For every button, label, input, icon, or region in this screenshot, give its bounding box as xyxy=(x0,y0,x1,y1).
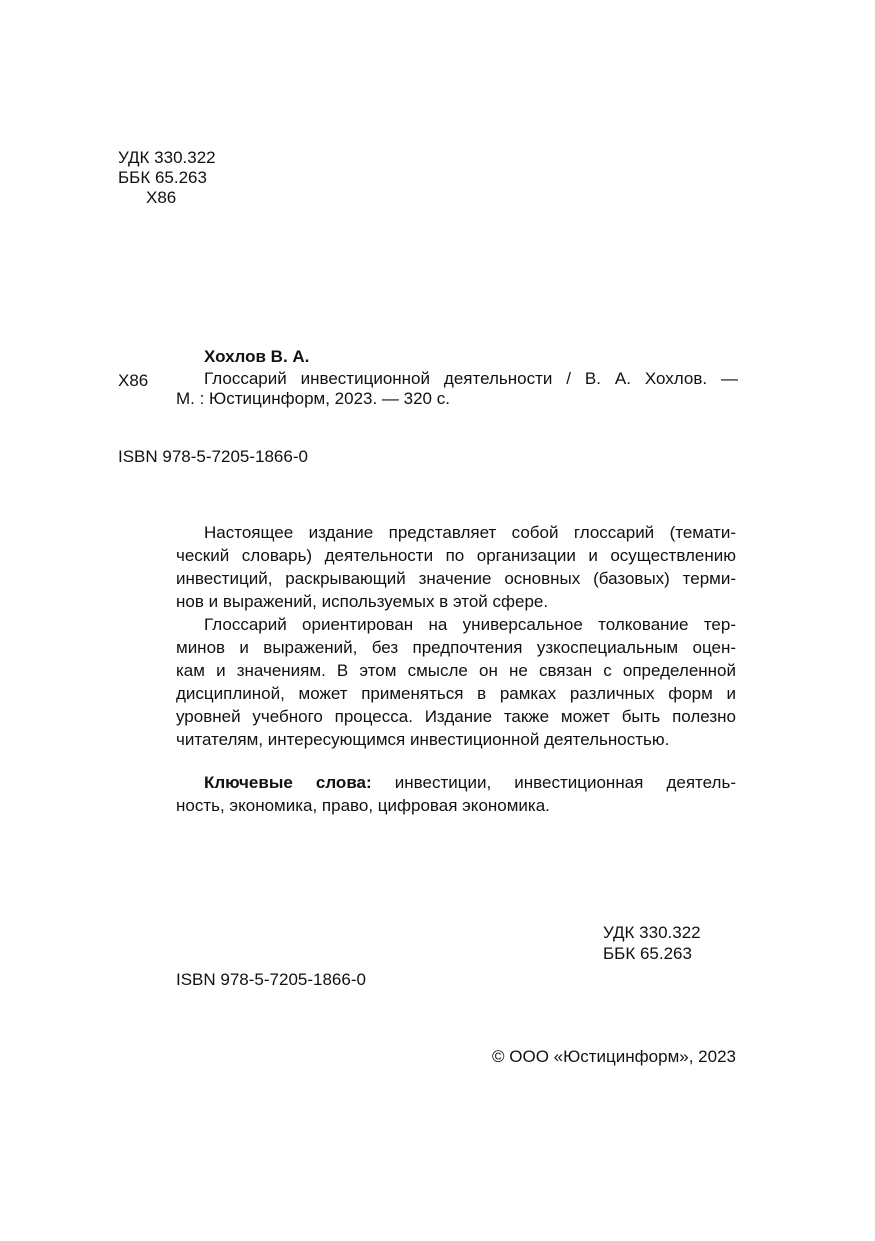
bbk-code-bottom: ББК 65.263 xyxy=(603,944,692,963)
annotation-p1-line-3: инвестиций, раскрывающий значение основных (базовых) терми- xyxy=(176,569,736,588)
annotation-p2-line-2: минов и выражений, без предпочтения узкоспециальным оцен- xyxy=(176,638,736,657)
bbk-code: ББК 65.263 xyxy=(118,168,207,187)
annotation-p1-line-1: Настоящее издание представляет собой глоссарий (темати- xyxy=(204,523,736,542)
keywords-text-1: инвестиции, инвестиционная деятель- xyxy=(394,773,736,792)
udk-code-bottom: УДК 330.322 xyxy=(603,923,701,942)
isbn-bottom: ISBN 978-5-7205-1866-0 xyxy=(176,970,366,989)
bottom-classification-codes xyxy=(603,922,701,964)
annotation xyxy=(176,521,736,751)
bib-author: Хохлов В. А. xyxy=(204,347,310,366)
copyright: © ООО «Юстицинформ», 2023 xyxy=(492,1047,736,1066)
top-classification-codes xyxy=(118,148,216,208)
keywords xyxy=(176,771,736,817)
annotation-p2-line-1: Глоссарий ориентирован на универсальное толкование тер- xyxy=(204,615,736,634)
bib-author-mark: Х86 xyxy=(118,371,149,390)
bib-title-line: Глоссарий инвестиционной деятельности / В. А. Хохлов. — xyxy=(204,369,738,388)
keywords-label: Ключевые слова: xyxy=(204,773,372,792)
isbn-top: ISBN 978-5-7205-1866-0 xyxy=(118,447,308,466)
annotation-p2-line-5: уровней учебного процесса. Издание также может быть полезно xyxy=(176,707,736,726)
annotation-p2-line-3: кам и значениям. В этом смысле он не связан с определенной xyxy=(176,661,736,680)
keywords-line-2: ность, экономика, право, цифровая экономика. xyxy=(176,796,550,815)
annotation-p2-line-6: читателям, интересующимся инвестиционной деятельностью. xyxy=(176,730,670,749)
author-mark: Х86 xyxy=(146,188,177,207)
annotation-p1-line-4: нов и выражений, используемых в этой сфере. xyxy=(176,592,549,611)
udk-code: УДК 330.322 xyxy=(118,148,216,167)
annotation-p1-line-2: ческий словарь) деятельности по организации и осуществлению xyxy=(176,546,736,565)
bib-imprint-line: М. : Юстицинформ, 2023. — 320 с. xyxy=(176,389,450,408)
keywords-line-1 xyxy=(176,771,736,794)
annotation-p2-line-4: дисциплиной, может применяться в рамках различных форм и xyxy=(176,684,736,703)
